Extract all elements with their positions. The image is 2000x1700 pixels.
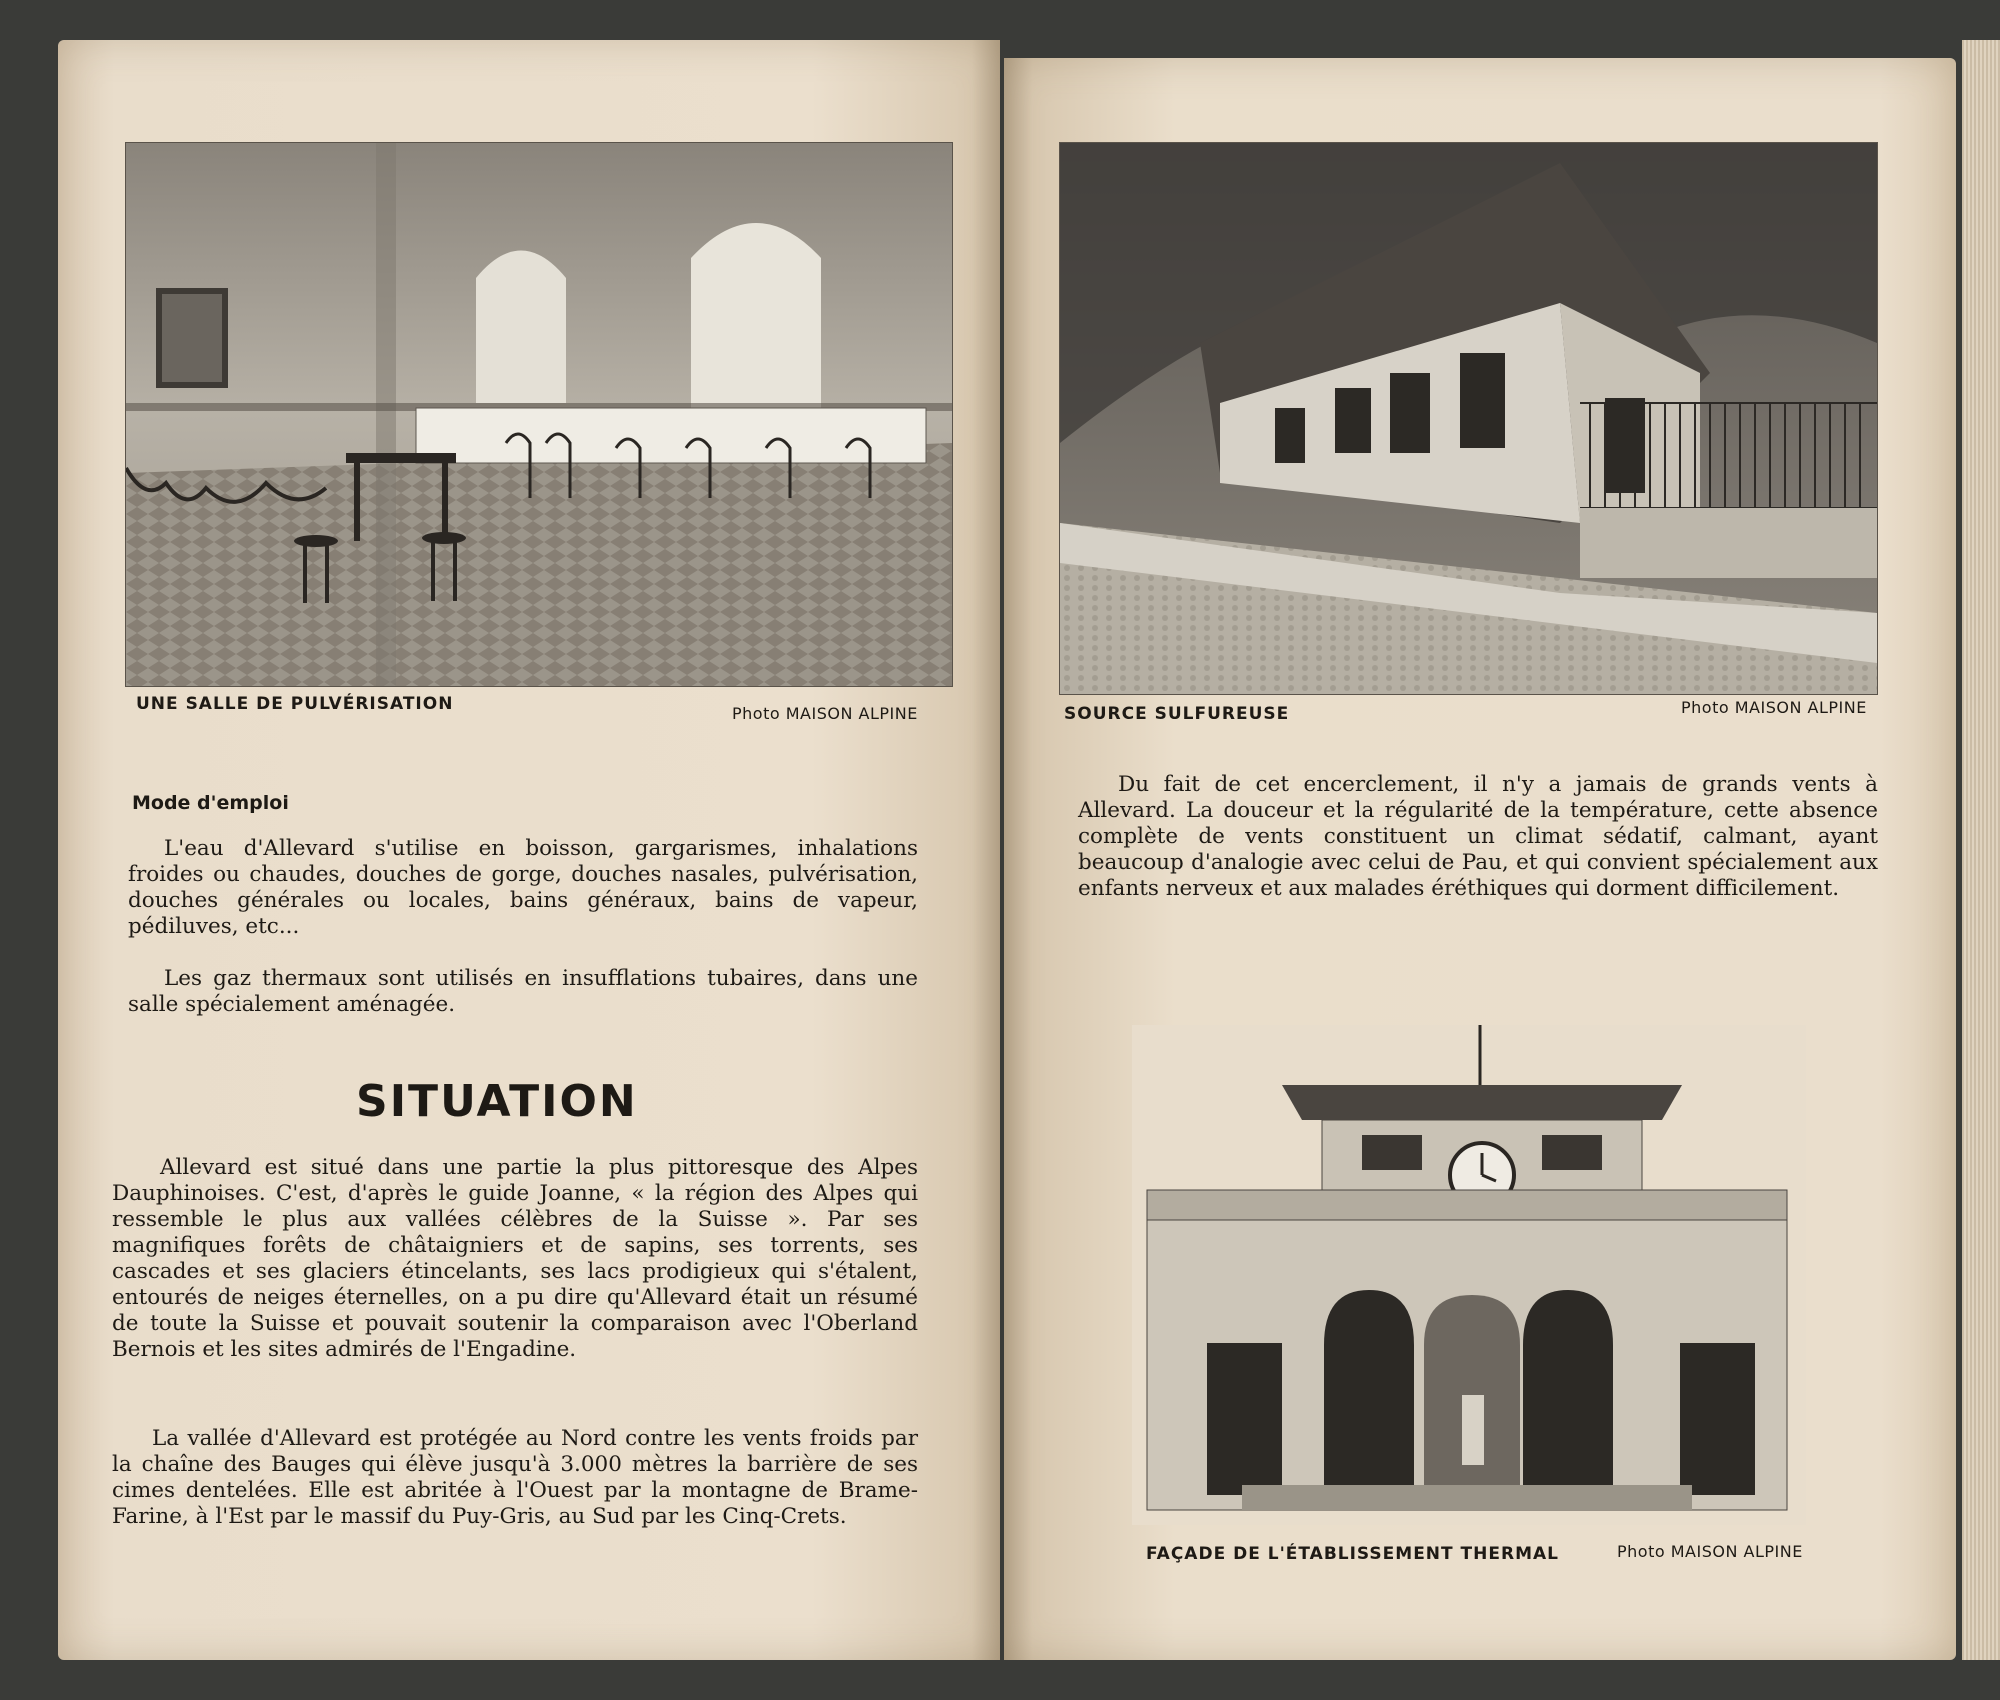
photo-caption-right: SOURCE SULFUREUSE [1064,704,1290,724]
photo-caption-left: UNE SALLE DE PULVÉRISATION [136,694,454,714]
situation-paragraph-2: La vallée d'Allevard est protégée au Nord contre les vents froids par la chaîne des Bauges qui élève jusqu'à 3.000 mètres la barrière de ses cimes dentelées. Elle est abritée à l'Ouest par la montagne de Brame-Farine, à l'Est par le massif du Puy-Gris, au Sud par les Cinq-Crets. [112,1426,918,1529]
photo-credit-left: Photo MAISON ALPINE [732,704,918,723]
situation-paragraph-1: Allevard est situé dans une partie la plus pittoresque des Alpes Dauphinoises. C'est, d'après le guide Joanne, « la région des Alpes qui ressemble le plus aux vallées célèbres de la Suisse ». Par ses magnifiques forêts de châtaigniers et de sapins, ses torrents, ses cascades et ses glaciers étincelants, ses lacs prodigieux qui s'étalent, entourés de neiges éternelles, on a pu dire qu'Allevard était un résumé de toute la Suisse et pouvait soutenir la comparaison avec l'Oberland Bernois et les sites admirés de l'Engadine. [112,1155,918,1362]
encerclement-paragraph: Du fait de cet encerclement, il n'y a jamais de grands vents à Allevard. La douceur et la régularité de la température, cette absence complète de vents constituent un climat sédatif, calmant, ayant beaucoup d'analogie avec celui de Pau, et qui convient spécialement aux enfants nerveux et aux malades éréthiques qui dorment difficilement. [1078,772,1878,901]
mode-emploi-heading: Mode d'emploi [132,792,289,814]
photo-pulverisation-room [125,142,953,687]
book-edge [1962,40,2000,1660]
facade-illustration [1132,1025,1806,1525]
situation-title: SITUATION [356,1076,638,1127]
facade-credit: Photo MAISON ALPINE [1617,1542,1803,1561]
photo-credit-right: Photo MAISON ALPINE [1681,698,1867,717]
mode-emploi-paragraph-2: Les gaz thermaux sont utilisés en insufflations tubaires, dans une salle spécialement aménagée. [128,966,918,1017]
facade-caption: FAÇADE DE L'ÉTABLISSEMENT THERMAL [1146,1544,1559,1564]
photo-source-sulfureuse [1059,142,1878,695]
mode-emploi-paragraph-1: L'eau d'Allevard s'utilise en boisson, gargarismes, inhalations froides ou chaudes, douches de gorge, douches nasales, pulvérisation, douches générales ou locales, bains généraux, bains de vapeur, pédiluves, etc... [128,836,918,939]
